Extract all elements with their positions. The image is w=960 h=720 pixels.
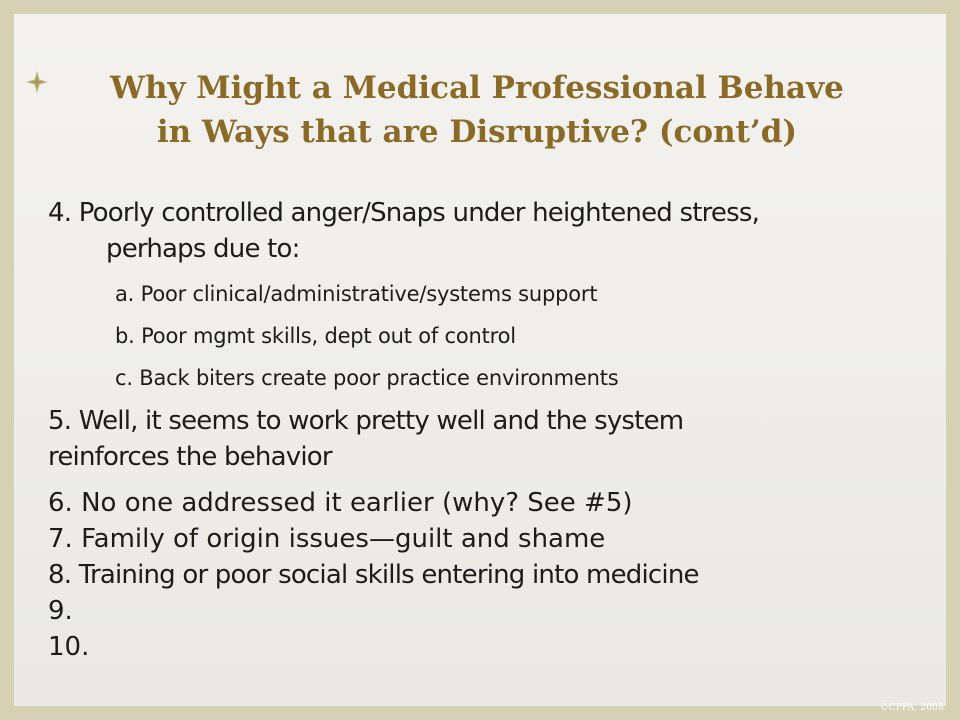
four-point-star-icon [26,71,48,93]
title-line-2: in Ways that are Disruptive? (cont’d) [156,114,798,150]
item-text-line-1: Well, it seems to work pretty well and the system [78,406,684,436]
list-item-10 [48,629,953,665]
item-number: 7. [48,524,73,554]
copyright-notice: ©CPPA, 2008 [879,703,944,713]
slide-body [48,195,953,665]
item-text-line-2: reinforces the behavior [48,442,332,472]
item-number: 5. [48,406,72,436]
item-number: 10. [48,632,90,662]
list-item-8 [48,557,953,593]
item-text: Family of origin issues—guilt and shame [81,524,606,554]
list-item-9 [48,593,953,629]
item-number: 8. [48,560,72,590]
slide-title [52,66,902,154]
item-text: No one addressed it earlier (why? See #5) [81,488,633,518]
list-item-6 [48,485,953,521]
item-number: 9. [48,596,73,626]
item-text-line-2: perhaps due to: [106,234,300,264]
item-text-line-1: Poorly controlled anger/Snaps under heightened stress, [78,198,760,228]
list-item-5 [48,403,953,475]
sub-item-b: b. Poor mgmt skills, dept out of control [115,324,516,348]
item-number: 4. [48,198,72,228]
list-item-4 [48,195,953,267]
sub-item-a: a. Poor clinical/administrative/systems support [115,282,598,306]
title-line-1: Why Might a Medical Professional Behave [110,70,844,106]
item-number: 6. [48,488,73,518]
list-item-7 [48,521,953,557]
sub-item-c: c. Back biters create poor practice environments [115,366,619,390]
item-text: Training or poor social skills entering into medicine [78,560,699,590]
